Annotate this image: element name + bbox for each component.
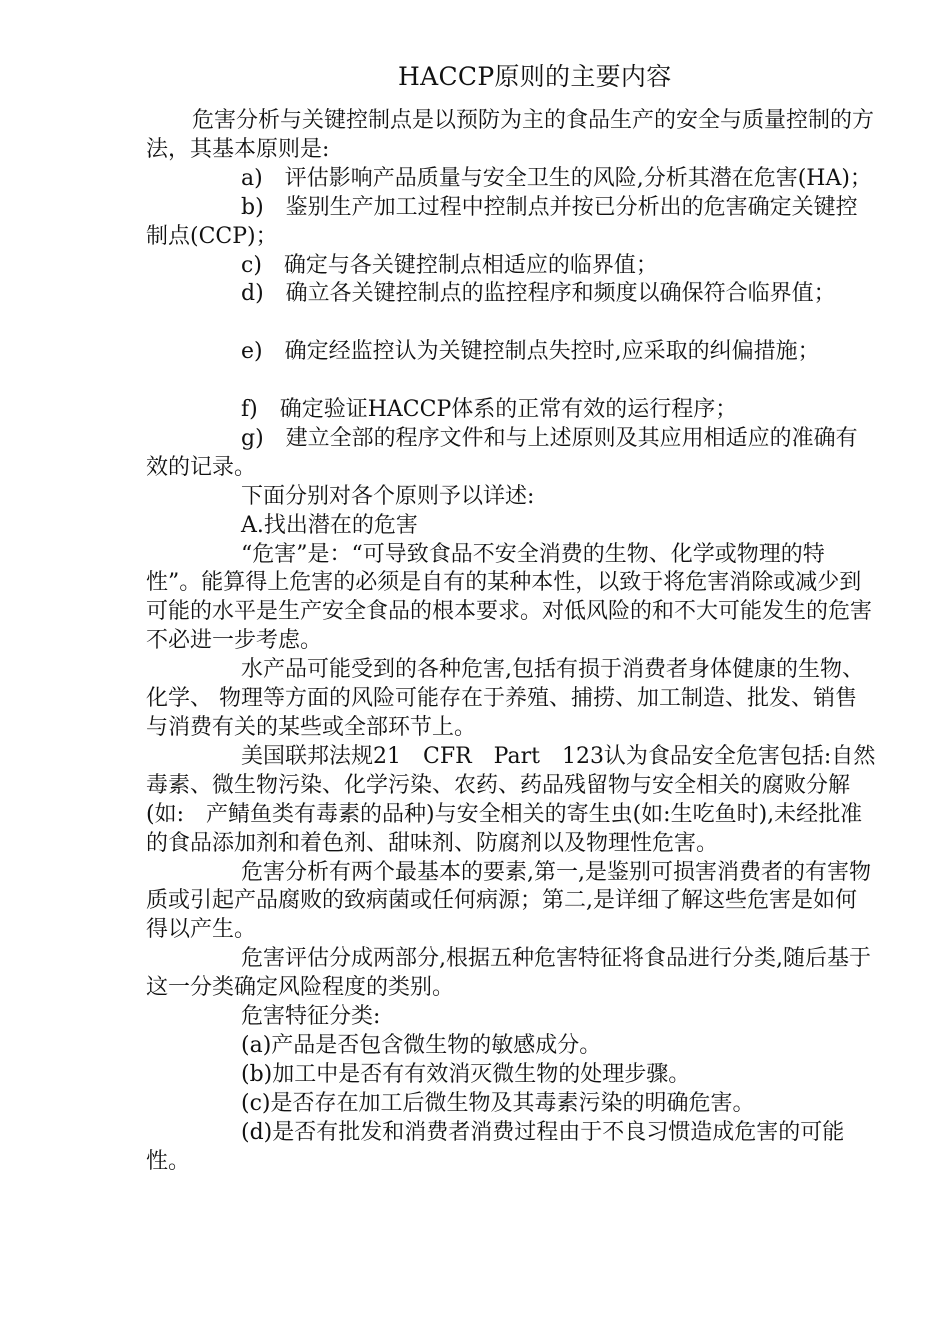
- principle-b: b) 鉴别生产加工过程中控制点并按已分析出的危害确定关键控制点(CCP)；: [146, 194, 858, 249]
- paragraph-hazard-definition: “危害”是：“可导致食品不安全消费的生物、化学或物理的特性”。能算得上危害的必须是自有的某种本性，以致于将危害消除或减少到可能的水平是生产安全食品的根本要求。对低风险的和不大可能发生的危害不必进一步考虑。: [146, 541, 873, 654]
- paragraph-assessment: 危害评估分成两部分,根据五种危害特征将食品进行分类,随后基于这一分类确定风险程度的类别。: [146, 946, 871, 1001]
- spacer: [146, 367, 876, 396]
- principle-c: c) 确定与各关键控制点相适应的临界值；: [241, 252, 658, 278]
- principle-a: a) 评估影响产品质量与安全卫生的风险,分析其潜在危害(HA)；: [241, 165, 872, 191]
- principle-d: d) 确立各关键控制点的监控程序和频度以确保符合临界值；: [241, 281, 836, 307]
- paragraph-analysis-elements: 危害分析有两个最基本的要素,第一,是鉴别可损害消费者的有害物质或引起产品腐败的致病菌或任何病源；第二,是详细了解这些危害是如何得以产生。: [146, 859, 871, 943]
- document-title: HACCP原则的主要内容: [398, 62, 672, 91]
- paragraph-aquatic-hazards: 水产品可能受到的各种危害,包括有损于消费者身体健康的生物、化学、 物理等方面的风险可能存在于养殖、捕捞、加工制造、批发、销售与消费有关的某些或全部环节上。: [146, 657, 864, 740]
- document-body: [146, 107, 876, 1177]
- paragraph-detail-intro: 下面分别对各个原则予以详述:: [241, 483, 535, 509]
- list-item-c: (c)是否存在加工后微生物及其毒素污染的明确危害。: [241, 1090, 755, 1116]
- principle-g: g) 建立全部的程序文件和与上述原则及其应用相适应的准确有效的记录。: [146, 425, 858, 480]
- paragraph-intro: 危害分析与关键控制点是以预防为主的食品生产的安全与质量控制的方法，其基本原则是:: [146, 108, 875, 162]
- section-heading-a: A.找出潜在的危害: [241, 512, 418, 538]
- list-item-a: (a)产品是否包含微生物的敏感成分。: [241, 1032, 602, 1058]
- list-item-d: (d)是否有批发和消费者消费过程由于不良习惯造成危害的可能性。: [146, 1119, 845, 1174]
- spacer: [146, 309, 876, 338]
- paragraph-cfr: 美国联邦法规21 CFR Part 123认为食品安全危害包括:自然毒素、微生物污染、化学污染、农药、药品残留物与安全相关的腐败分解(如: 产鲭鱼类有毒素的品种)与安全相关的寄生虫(如:生吃鱼时),未经批准的食品添加剂和着色剂、甜味剂、防腐剂以及物理性危害。: [146, 743, 876, 856]
- principle-f: f) 确定验证HACCP体系的正常有效的运行程序；: [241, 397, 738, 423]
- paragraph-classification-heading: 危害特征分类:: [241, 1004, 381, 1030]
- principle-e: e) 确定经监控认为关键控制点失控时,应采取的纠偏措施；: [241, 339, 820, 365]
- list-item-b: (b)加工中是否有有效消灭微生物的处理步骤。: [241, 1061, 691, 1087]
